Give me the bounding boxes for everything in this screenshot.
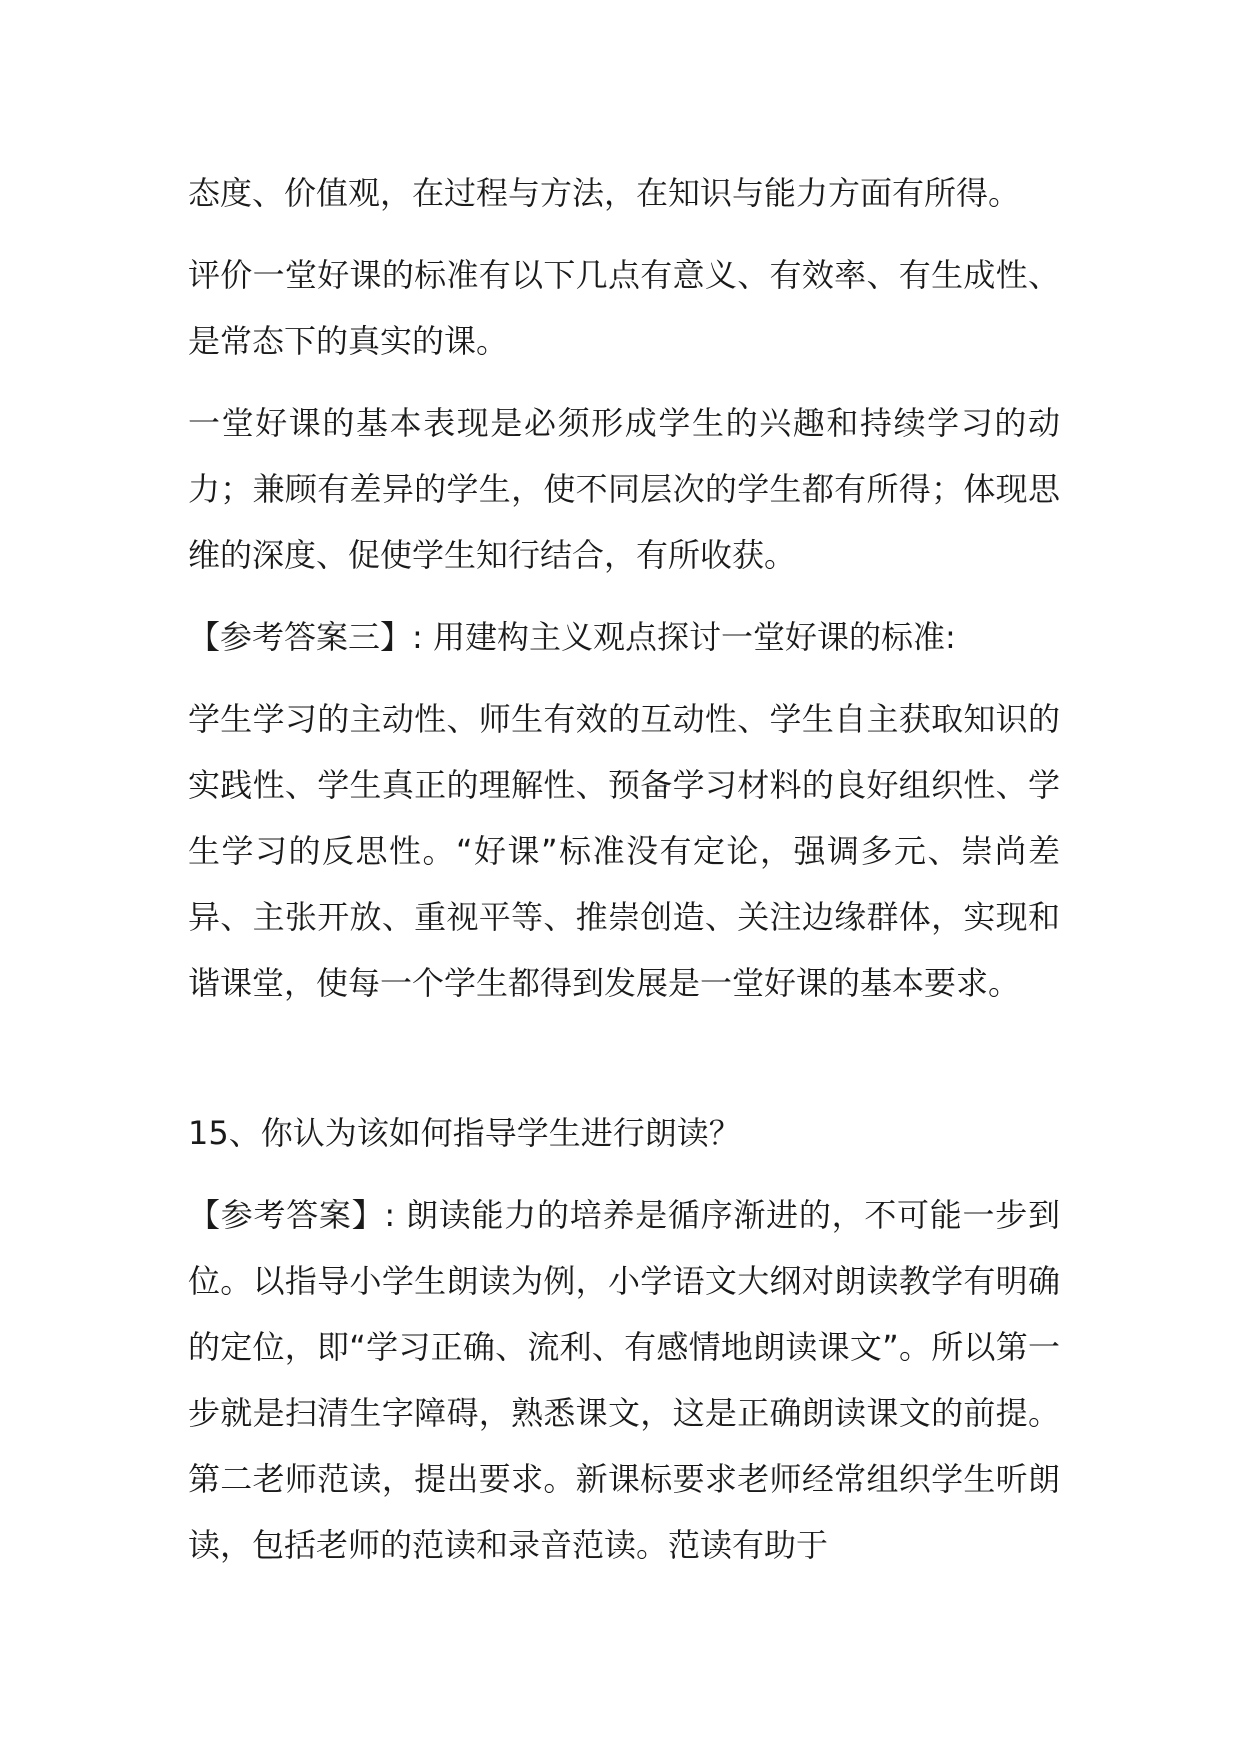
paragraph-good-lesson-criteria: 评价一堂好课的标准有以下几点有意义、有效率、有生成性、是常态下的真实的课。 [188, 256, 1060, 360]
document-body [188, 160, 1060, 1594]
question-15-heading: 15、你认为该如何指导学生进行朗读？ [188, 1114, 741, 1152]
paragraph-reading-guidance-answer: 【参考答案】: 朗读能力的培养是循序渐进的，不可能一步到位。以指导小学生朗读为例，小学语文大纲对朗读教学有明确的定位，即“学习正确、流利、有感情地朗读课文”。所以第一步就是扫清生字障碍，熟悉课文，这是正确朗读课文的前提。第二老师范读，提出要求。新课标要求老师经常组织学生听朗读，包括老师的范读和录音范读。范读有助于 [188, 1196, 1060, 1564]
paragraph-reference-answer-three-heading: 【参考答案三】: 用建构主义观点探讨一堂好课的标准: [188, 618, 956, 656]
paragraph-good-lesson-performance: 一堂好课的基本表现是必须形成学生的兴趣和持续学习的动力；兼顾有差异的学生，使不同层次的学生都有所得；体现思维的深度、促使学生知行结合，有所收获。 [188, 404, 1060, 574]
paragraph-attitude-values: 态度、价值观，在过程与方法，在知识与能力方面有所得。 [188, 174, 1021, 212]
paragraph-constructivism-standards: 学生学习的主动性、师生有效的互动性、学生自主获取知识的实践性、学生真正的理解性、预备学习材料的良好组织性、学生学习的反思性。“好课”标准没有定论，强调多元、崇尚差异、主张开放、重视平等、推崇创造、关注边缘群体，实现和谐课堂，使每一个学生都得到发展是一堂好课的基本要求。 [188, 700, 1060, 1002]
